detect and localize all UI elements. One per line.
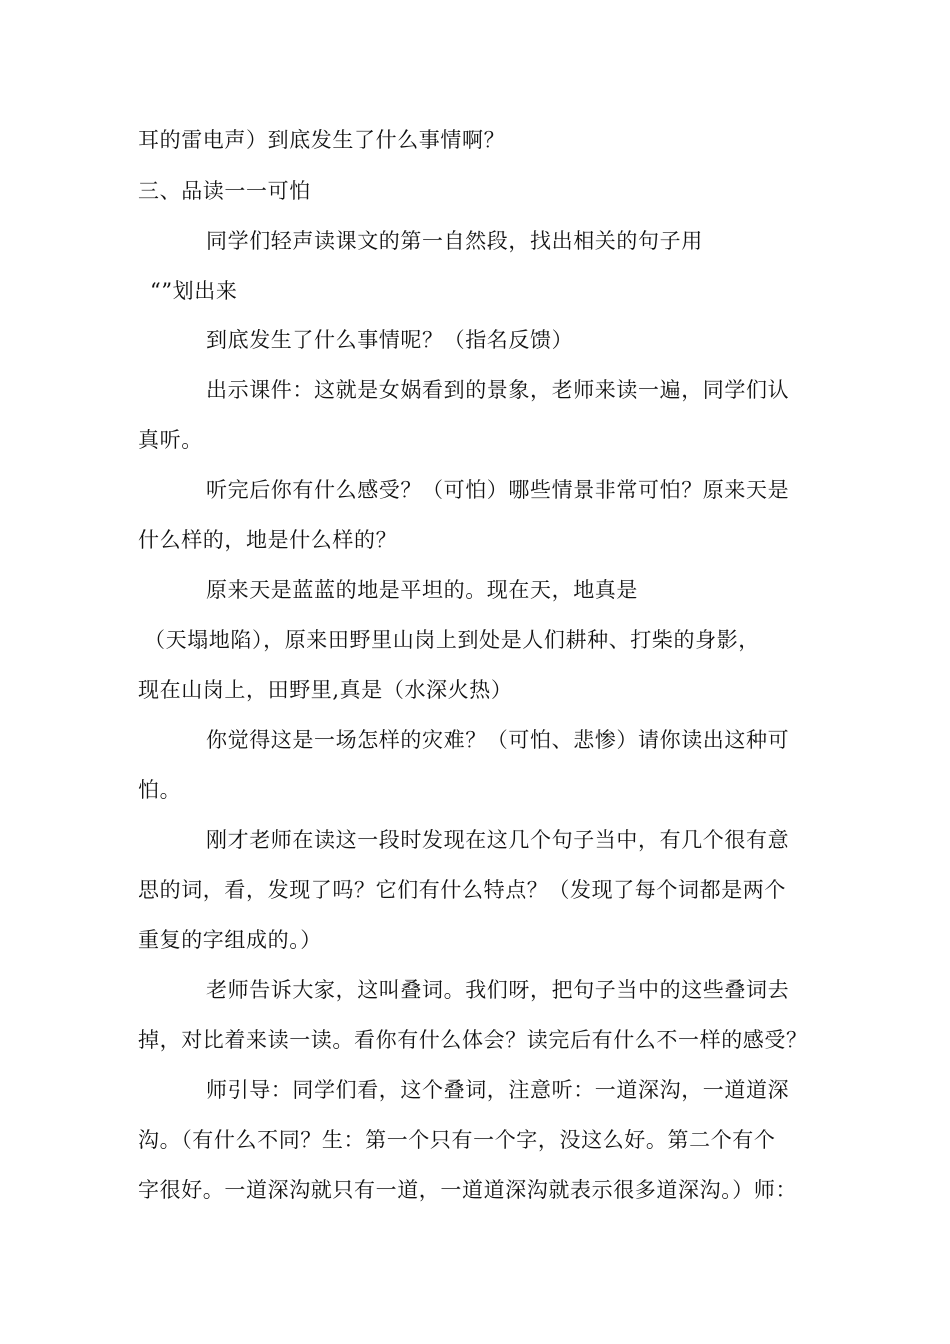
text-line: 老师告诉大家，这叫叠词。我们呀，把句子当中的这些叠词去 [206,978,790,1002]
text-line: 现在山岗上，田野里,真是（水深火热） [138,678,513,702]
text-line: 真听。 [138,428,203,452]
text-line: 掉，对比着来读一读。看你有什么体会？读完后有什么不一样的感受？ [138,1028,808,1052]
text-line: 同学们轻声读课文的第一自然段，找出相关的句子用 [206,229,703,253]
text-line: 沟。（有什么不同？生：第一个只有一个字，没这么好。第二个有个 [138,1128,776,1152]
text-line: 原来天是蓝蓝的地是平坦的。现在天，地真是 [206,578,638,602]
text-line: （天塌地陷），原来田野里山岗上到处是人们耕种、打柴的身影， [144,628,760,652]
text-line: 到底发生了什么事情呢？（指名反馈） [206,328,574,352]
text-line: 听完后你有什么感受？（可怕）哪些情景非常可怕？原来天是 [206,478,790,502]
text-line: 什么样的，地是什么样的？ [138,528,398,552]
text-line: 怕。 [138,778,182,802]
text-line: 字很好。一道深沟就只有一道，一道道深沟就表示很多道深沟。）师： [138,1178,798,1202]
text-line: 思的词，看，发现了吗？它们有什么特点？（发现了每个词都是两个 [138,878,786,902]
text-line: “”划出来 [150,279,238,303]
section-heading: 三、品读一一可怕 [138,179,311,203]
text-line: 出示课件：这就是女娲看到的景象，老师来读一遍，同学们认 [206,378,790,402]
text-line: 你觉得这是一场怎样的灾难？（可怕、悲惨）请你读出这种可 [206,728,790,752]
text-line: 刚才老师在读这一段时发现在这几个句子当中，有几个很有意 [206,828,790,852]
text-line: 师引导：同学们看，这个叠词，注意听：一道深沟，一道道深 [206,1078,790,1102]
text-line: 重复的字组成的。） [138,928,322,952]
text-line: 耳的雷电声）到底发生了什么事情啊？ [138,128,506,152]
